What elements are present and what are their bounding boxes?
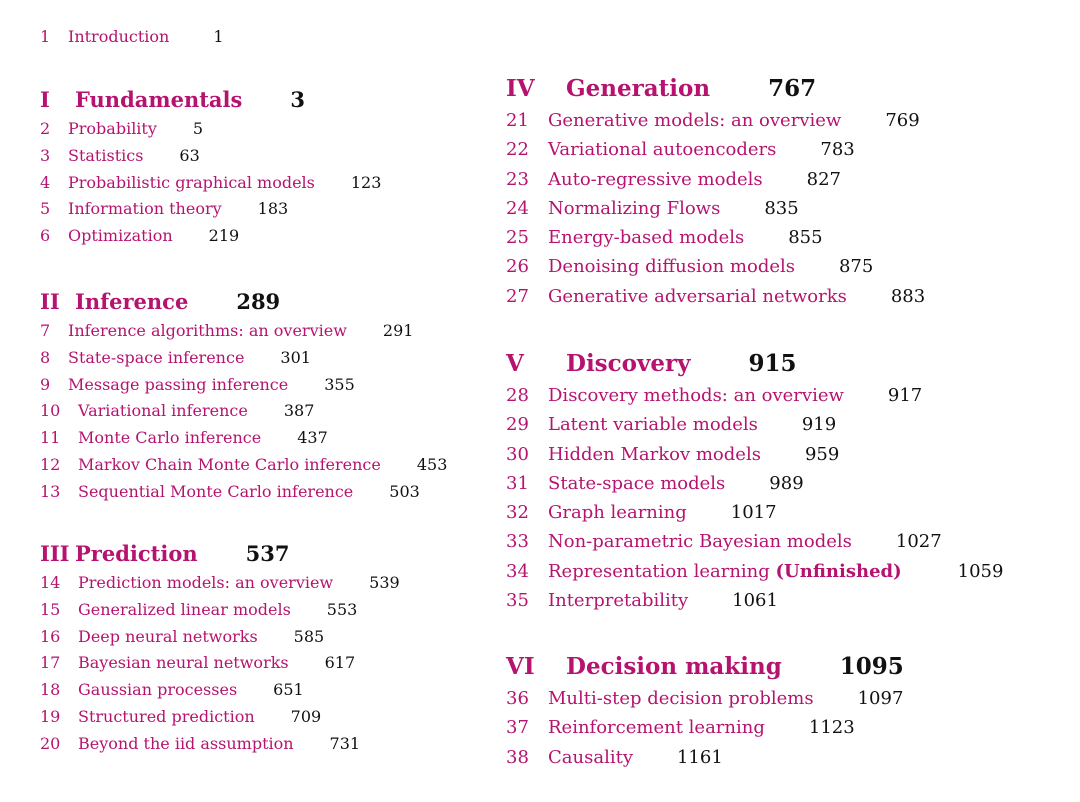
chapter-page-number: 827 <box>806 168 841 190</box>
chapter-page-number: 959 <box>804 443 840 465</box>
chapter-title-link[interactable] <box>548 227 744 248</box>
chapter-page-number: 1123 <box>808 717 855 739</box>
chapter-page-number: 783 <box>820 139 855 161</box>
chapter-title-text: Non-parametric Bayesian models <box>548 531 852 553</box>
chapter-number: 32 <box>506 502 529 524</box>
chapter-title-text: Denoising diffusion models <box>548 256 795 278</box>
toc-row[interactable] <box>506 469 1066 498</box>
chapter-title-link[interactable] <box>548 286 847 307</box>
toc-part <box>506 652 1066 772</box>
chapter-page-number: 5 <box>192 119 204 138</box>
chapter-title-link[interactable] <box>68 199 222 218</box>
chapter-number: 26 <box>506 256 529 278</box>
chapter-title-text: State-space models <box>548 472 726 494</box>
chapter-title-text: Representation learning <box>548 560 770 582</box>
toc-row[interactable] <box>506 282 1066 311</box>
chapter-number: 19 <box>40 706 61 726</box>
part-number: IV <box>506 75 535 102</box>
chapter-title-text: Information theory <box>68 199 222 219</box>
chapter-page-number: 855 <box>788 227 823 249</box>
chapter-title-link[interactable] <box>548 198 720 219</box>
chapter-title-link[interactable] <box>78 482 353 501</box>
chapter-number: 34 <box>506 560 529 582</box>
chapter-number: 14 <box>40 573 61 592</box>
chapter-page-number: 883 <box>890 285 926 307</box>
toc-row[interactable] <box>40 597 500 624</box>
chapter-number: 21 <box>506 110 529 131</box>
chapter-title-link[interactable] <box>68 375 288 394</box>
toc-row[interactable] <box>506 743 1066 772</box>
chapter-page-number: 1027 <box>895 531 942 553</box>
chapter-title-text: Bayesian neural networks <box>78 653 289 673</box>
chapter-title-link[interactable] <box>548 747 633 768</box>
chapter-title-link[interactable] <box>548 590 688 611</box>
chapter-page-number: 387 <box>283 401 315 421</box>
chapter-title-text: Inference algorithms: an overview <box>68 321 347 340</box>
chapter-title-text: Variational inference <box>78 401 248 421</box>
chapter-number: 13 <box>40 481 61 501</box>
chapter-title-text: Sequential Monte Carlo inference <box>78 481 354 501</box>
chapter-title-link[interactable] <box>78 680 237 699</box>
chapter-page-number: 219 <box>208 226 240 246</box>
chapter-title-link[interactable] <box>78 428 261 447</box>
chapter-title-link[interactable] <box>68 146 143 165</box>
toc-row[interactable] <box>506 194 1066 223</box>
chapter-title-link[interactable] <box>78 707 255 726</box>
part-number: I <box>40 87 50 112</box>
chapter-number: 25 <box>506 227 529 249</box>
chapter-page-number: 709 <box>290 706 322 726</box>
chapter-number: 35 <box>506 590 529 612</box>
toc-row[interactable] <box>506 381 1066 410</box>
chapter-title-link[interactable] <box>548 169 763 190</box>
chapter-title-link[interactable] <box>548 502 687 523</box>
chapter-number: 36 <box>506 688 529 709</box>
chapter-page-number: 1 <box>213 27 224 46</box>
chapter-number: 3 <box>40 145 51 165</box>
chapter-title-link[interactable] <box>548 414 758 435</box>
chapter-title-text: Beyond the iid assumption <box>78 733 294 753</box>
part-page-number: 3 <box>290 87 305 112</box>
chapter-title-text: Auto-regressive models <box>548 168 763 190</box>
chapter-page-number: 301 <box>280 347 311 367</box>
chapter-number: 38 <box>506 746 529 768</box>
chapter-title-link[interactable] <box>78 600 291 619</box>
toc-row-introduction[interactable] <box>40 26 224 48</box>
part-heading[interactable] <box>40 540 500 568</box>
part-heading[interactable] <box>40 288 500 316</box>
part-title-link[interactable]: Generation <box>566 75 711 102</box>
chapter-title-text: Structured prediction <box>78 706 255 726</box>
chapter-list <box>506 381 1066 615</box>
part-page-number: 767 <box>768 75 817 102</box>
chapter-title-text: Latent variable models <box>548 414 758 436</box>
chapter-page-number: 63 <box>179 145 200 165</box>
chapter-title-link[interactable] <box>68 348 244 367</box>
chapter-number: 7 <box>40 321 51 340</box>
chapter-page-number: 437 <box>297 428 328 448</box>
chapter-page-number: 919 <box>801 414 837 436</box>
chapter-title-text: Graph learning <box>548 502 687 524</box>
chapter-title-text: Deep neural networks <box>78 626 258 646</box>
toc-part <box>506 349 1066 615</box>
chapter-number: 23 <box>506 168 529 190</box>
chapter-title-link[interactable] <box>548 473 725 494</box>
part-page-number: 537 <box>245 541 290 566</box>
toc-row[interactable] <box>40 479 500 506</box>
chapter-page-number: 553 <box>326 599 358 619</box>
toc-row[interactable] <box>40 170 500 197</box>
toc-row[interactable] <box>40 143 500 170</box>
part-title-link[interactable]: Prediction <box>75 541 198 566</box>
chapter-number: 12 <box>40 454 61 474</box>
chapter-title-text: Prediction models: an overview <box>78 573 334 592</box>
chapter-number: 18 <box>40 680 61 700</box>
chapter-status-note: (Unfinished) <box>775 560 902 582</box>
chapter-title-text: Probability <box>68 119 157 138</box>
toc-row[interactable] <box>506 165 1066 194</box>
chapter-number: 8 <box>40 347 51 367</box>
chapter-page-number: 183 <box>257 199 289 219</box>
toc-row[interactable] <box>40 345 500 372</box>
chapter-page-number: 651 <box>273 680 304 700</box>
chapter-title-link[interactable] <box>78 653 289 672</box>
toc-part <box>506 74 1066 311</box>
toc-row[interactable] <box>40 116 500 143</box>
chapter-number: 11 <box>40 428 61 448</box>
chapter-number: 5 <box>40 199 51 219</box>
part-number: VI <box>506 653 535 680</box>
part-title-link[interactable]: Fundamentals <box>75 87 243 112</box>
chapter-title-text: Generative adversarial networks <box>548 285 847 307</box>
toc-row[interactable] <box>40 196 500 223</box>
chapter-number: 17 <box>40 653 61 673</box>
chapter-title-link[interactable] <box>548 444 761 465</box>
part-number: V <box>506 350 524 377</box>
toc-part <box>40 86 500 250</box>
chapter-page-number: 585 <box>293 626 325 646</box>
chapter-title-link[interactable] <box>548 256 795 277</box>
part-page-number: 289 <box>236 289 281 314</box>
chapter-page-number: 835 <box>764 197 799 219</box>
chapter-number: 24 <box>506 197 529 219</box>
chapter-title-link[interactable] <box>78 627 258 646</box>
chapter-title-link[interactable] <box>548 561 902 582</box>
chapter-page-number: 875 <box>838 256 874 278</box>
toc-row[interactable] <box>40 425 500 452</box>
chapter-title-link[interactable] <box>78 401 248 420</box>
toc-row[interactable] <box>506 684 1066 713</box>
chapter-page-number: 355 <box>324 374 355 394</box>
toc-row[interactable] <box>40 650 500 677</box>
chapter-title-text: Statistics <box>68 145 144 165</box>
chapter-page-number: 291 <box>382 321 414 340</box>
chapter-number: 33 <box>506 531 529 553</box>
toc-row[interactable] <box>40 677 500 704</box>
chapter-number: 27 <box>506 285 529 307</box>
chapter-page-number: 617 <box>324 653 356 673</box>
part-heading[interactable] <box>506 652 1066 682</box>
chapter-title-link[interactable] <box>548 110 841 131</box>
chapter-page-number: 917 <box>887 385 923 406</box>
chapter-page-number: 539 <box>369 573 400 592</box>
toc-row[interactable] <box>40 704 500 731</box>
chapter-number: 2 <box>40 119 51 138</box>
chapter-title-text: Monte Carlo inference <box>78 428 262 448</box>
chapter-title-text: Discovery methods: an overview <box>548 385 844 406</box>
toc-row[interactable] <box>40 372 500 399</box>
chapter-page-number: 1161 <box>676 746 723 768</box>
chapter-title-link[interactable]: Introduction <box>68 27 170 46</box>
chapter-list <box>40 570 500 758</box>
chapter-number: 9 <box>40 374 51 394</box>
toc-row[interactable] <box>506 527 1066 556</box>
chapter-title-link[interactable] <box>68 173 315 192</box>
toc-row[interactable] <box>506 106 1066 135</box>
chapter-title-text: Markov Chain Monte Carlo inference <box>78 454 381 474</box>
chapter-number: 6 <box>40 226 51 246</box>
part-number: II <box>40 289 60 314</box>
toc-row[interactable] <box>506 557 1066 586</box>
chapter-title-text: Generalized linear models <box>78 599 291 619</box>
toc-row[interactable] <box>506 713 1066 742</box>
chapter-title-link[interactable] <box>68 226 173 245</box>
chapter-title-text: Interpretability <box>548 590 689 612</box>
chapter-title-link[interactable] <box>548 139 776 160</box>
chapter-title-text: Energy-based models <box>548 227 745 249</box>
toc-row[interactable] <box>506 252 1066 281</box>
chapter-page-number: 989 <box>769 472 804 494</box>
chapter-list <box>40 318 500 506</box>
part-number: III <box>40 541 70 566</box>
chapter-title-text: Generative models: an overview <box>548 110 842 131</box>
chapter-page-number: 503 <box>389 481 420 501</box>
chapter-list <box>506 106 1066 311</box>
chapter-number: 1 <box>40 27 51 46</box>
chapter-number: 15 <box>40 599 61 619</box>
chapter-number: 16 <box>40 626 61 646</box>
chapter-title-text: Hidden Markov models <box>548 443 761 465</box>
chapter-number: 30 <box>506 443 529 465</box>
chapter-title-text: Causality <box>548 746 633 768</box>
toc-row[interactable] <box>506 498 1066 527</box>
chapter-number: 28 <box>506 385 529 406</box>
chapter-number: 4 <box>40 172 51 192</box>
toc-row[interactable] <box>506 223 1066 252</box>
chapter-title-text: State-space inference <box>68 347 245 367</box>
toc-row[interactable] <box>506 135 1066 164</box>
chapter-page-number: 453 <box>416 454 448 474</box>
toc-row[interactable] <box>40 624 500 651</box>
toc-row[interactable] <box>40 318 500 345</box>
chapter-number: 10 <box>40 401 61 421</box>
chapter-title-text: Gaussian processes <box>78 680 238 700</box>
chapter-title-link[interactable] <box>68 119 157 138</box>
chapter-number: 37 <box>506 717 529 739</box>
chapter-page-number: 1061 <box>732 590 778 612</box>
chapter-title-link[interactable] <box>548 688 814 709</box>
chapter-title-link[interactable] <box>78 734 294 753</box>
chapter-number: 20 <box>40 733 61 753</box>
chapter-title-link[interactable] <box>548 717 765 738</box>
part-heading[interactable] <box>506 349 1066 379</box>
toc-row[interactable] <box>40 570 500 597</box>
chapter-title-link[interactable] <box>68 321 347 340</box>
chapter-title-text: Variational autoencoders <box>548 139 777 161</box>
chapter-title-link[interactable] <box>78 455 381 474</box>
part-heading[interactable] <box>506 74 1066 104</box>
toc-row[interactable] <box>506 586 1066 615</box>
part-page-number: 915 <box>748 350 797 377</box>
part-heading[interactable] <box>40 86 500 114</box>
toc-row[interactable] <box>506 410 1066 439</box>
toc-row[interactable] <box>40 223 500 250</box>
chapter-page-number: 769 <box>885 110 920 131</box>
toc-part <box>40 540 500 758</box>
chapter-title-text: Multi-step decision problems <box>548 688 814 709</box>
chapter-title-text: Probabilistic graphical models <box>68 172 315 192</box>
chapter-title-text: Optimization <box>68 226 173 246</box>
chapter-page-number: 1017 <box>730 502 777 524</box>
chapter-title-text: Normalizing Flows <box>548 197 721 219</box>
toc-row[interactable] <box>40 452 500 479</box>
chapter-number: 22 <box>506 139 529 161</box>
toc-row[interactable] <box>40 731 500 758</box>
chapter-title-link[interactable] <box>548 385 844 406</box>
chapter-page-number: 123 <box>350 172 382 192</box>
part-title-link[interactable]: Inference <box>75 289 189 314</box>
chapter-title-text: Message passing inference <box>68 374 289 394</box>
chapter-list <box>506 684 1066 772</box>
part-page-number: 1095 <box>839 653 904 680</box>
chapter-number: 29 <box>506 414 529 436</box>
part-title-link[interactable]: Discovery <box>566 350 691 377</box>
toc-row[interactable] <box>40 398 500 425</box>
toc-part <box>40 288 500 506</box>
chapter-number: 31 <box>506 472 529 494</box>
chapter-title-text: Reinforcement learning <box>548 717 765 739</box>
chapter-list <box>40 116 500 250</box>
chapter-page-number: 1097 <box>857 688 904 709</box>
chapter-page-number: 731 <box>329 733 361 753</box>
chapter-title-link[interactable] <box>548 531 852 552</box>
chapter-title-link[interactable] <box>78 573 333 592</box>
chapter-page-number: 1059 <box>957 560 1004 582</box>
part-title-link[interactable]: Decision making <box>566 653 782 680</box>
toc-row[interactable] <box>506 440 1066 469</box>
